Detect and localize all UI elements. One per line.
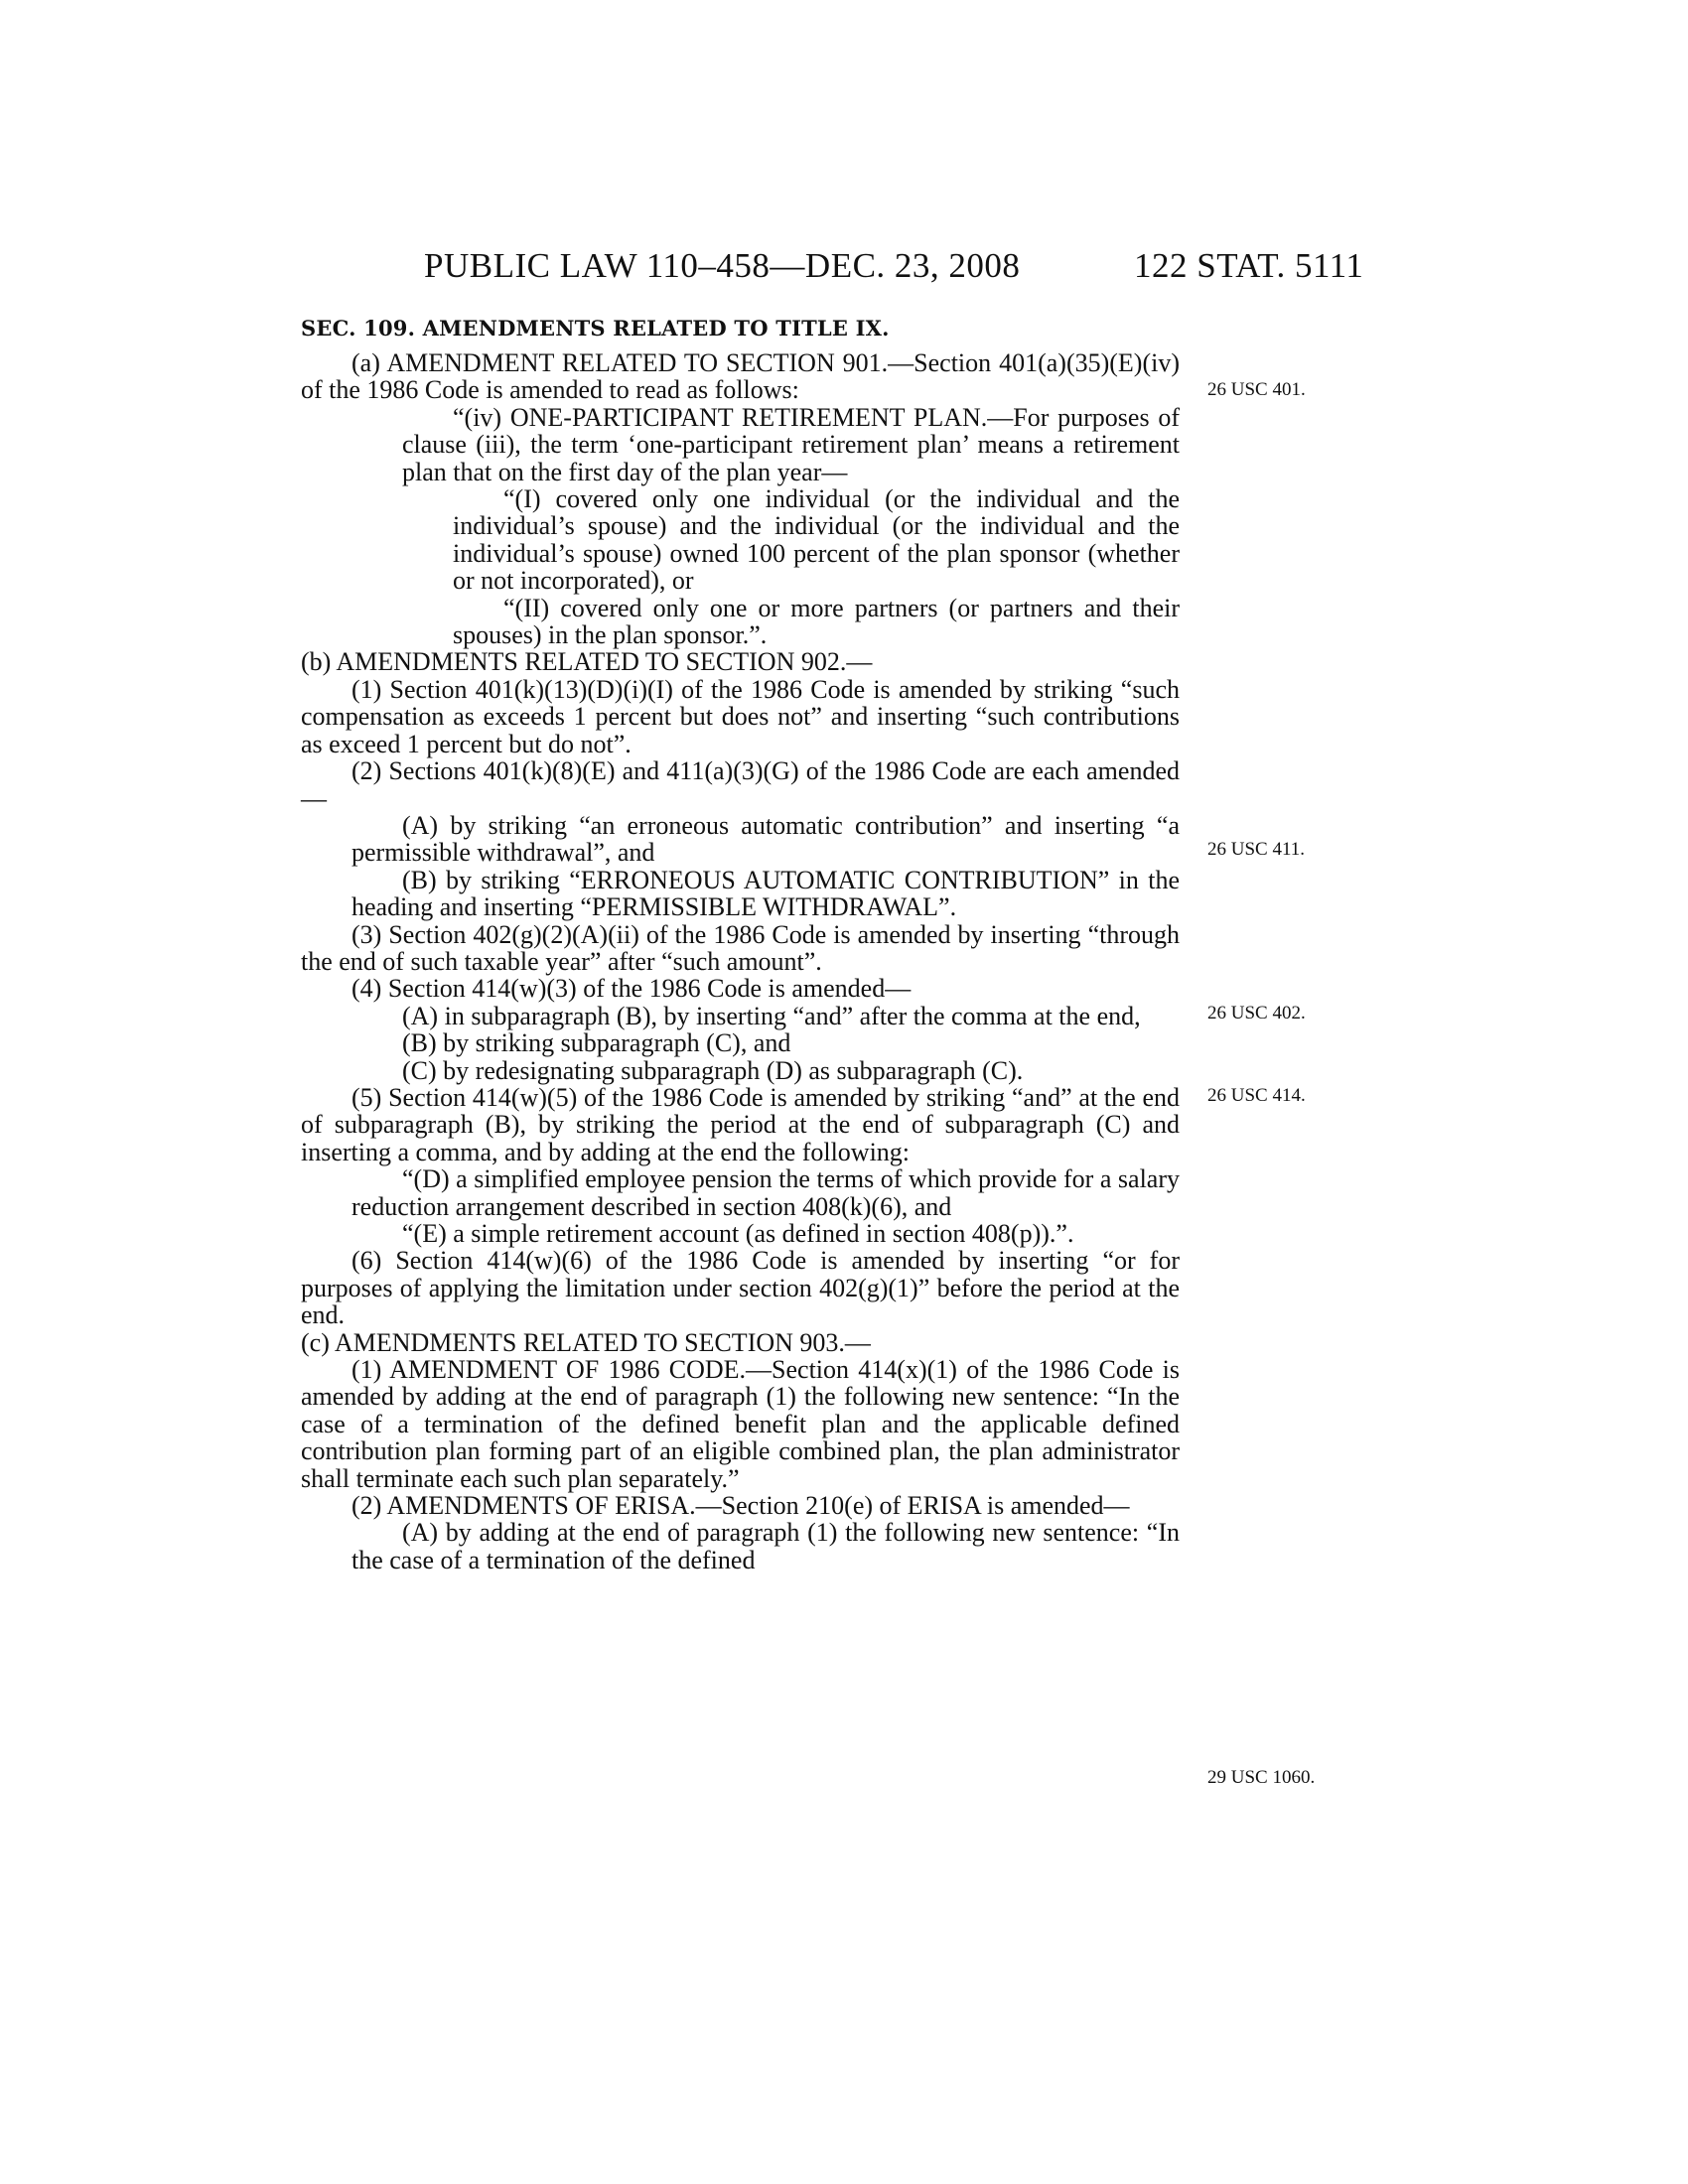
paragraph-b: (b) AMENDMENTS RELATED TO SECTION 902.— <box>301 647 873 677</box>
paragraph-c1: (1) AMENDMENT OF 1986 CODE.—Section 414(x)(1) of the 1986 Code is amended by adding at the end of paragraph (1) the following new sentence: “In the case of a termination of the defined benefit plan and the applicable defined contribution plan forming part of an eligible combined plan, the plan administrator shall terminate each such plan separately.” <box>301 1355 1180 1493</box>
paragraph-b2a: (A) by striking “an erroneous automatic contribution” and inserting “a permissible withdrawal”, and <box>352 810 1180 868</box>
subclause-ii: “(II) covered only one or more partners (or partners and their spouses) in the plan sponsor.”. <box>453 593 1180 650</box>
paragraph-c2a: (A) by adding at the end of paragraph (1) the following new sentence: “In the case of a termination of the defined <box>352 1518 1180 1574</box>
paragraph-c2: (2) AMENDMENTS OF ERISA.—Section 210(e) of ERISA is amended— <box>352 1491 1130 1521</box>
paragraph-b1: (1) Section 401(k)(13)(D)(i)(I) of the 1986 Code is amended by striking “such compensation as exceeds 1 percent but does not” and inserting “such contributions as exceed 1 percent but do not”. <box>301 674 1180 758</box>
paragraph-b4c: (C) by redesignating subparagraph (D) as subparagraph (C). <box>402 1055 1024 1085</box>
paragraph-b5e: “(E) a simple retirement account (as defined in section 408(p)).”. <box>402 1219 1074 1248</box>
paragraph-a: (a) AMENDMENT RELATED TO SECTION 901.—Section 401(a)(35)(E)(iv) of the 1986 Code is amended to read as follows: <box>301 348 1180 405</box>
paragraph-b4: (4) Section 414(w)(3) of the 1986 Code is amended— <box>352 974 912 1004</box>
document-body <box>301 349 1180 1573</box>
section-title: SEC. 109. AMENDMENTS RELATED TO TITLE IX. <box>301 316 890 341</box>
paragraph-b2b: (B) by striking “ERRONEOUS AUTOMATIC CONTRIBUTION” in the heading and inserting “PERMISSIBLE WITHDRAWAL”. <box>352 865 1180 922</box>
subclause-i: “(I) covered only one individual (or the individual and the individual’s spouse) and the individual (or the individual and the individual’s spouse) owned 100 percent of the plan sponsor (whether or not incorporated), or <box>453 484 1180 596</box>
paragraph-b5d: “(D) a simplified employee pension the terms of which provide for a salary reduction arrangement described in section 408(k)(6), and <box>352 1164 1180 1221</box>
margin-note-26usc414: 26 USC 414. <box>1207 1085 1306 1106</box>
margin-note-29usc1060: 29 USC 1060. <box>1207 1767 1316 1788</box>
margin-note-26usc411: 26 USC 411. <box>1207 839 1306 860</box>
paragraph-b5: (5) Section 414(w)(5) of the 1986 Code is amended by striking “and” at the end of subparagraph (B), by striking the period at the end of subparagraph (C) and inserting a comma, and by adding at the end the following: <box>301 1082 1180 1166</box>
paragraph-b3: (3) Section 402(g)(2)(A)(ii) of the 1986 Code is amended by inserting “through the end of such taxable year” after “such amount”. <box>301 919 1180 976</box>
paragraph-b4b: (B) by striking subparagraph (C), and <box>402 1028 791 1058</box>
paragraph-c: (c) AMENDMENTS RELATED TO SECTION 903.— <box>301 1327 871 1357</box>
paragraph-b4a: (A) in subparagraph (B), by inserting “and” after the comma at the end, <box>402 1001 1141 1030</box>
margin-note-26usc401: 26 USC 401. <box>1207 379 1306 400</box>
paragraph-b6: (6) Section 414(w)(6) of the 1986 Code is amended by inserting “or for purposes of applying the limitation under section 402(g)(1)” before the period at the end. <box>301 1246 1180 1330</box>
running-header-title: PUBLIC LAW 110–458—DEC. 23, 2008 <box>424 246 1021 285</box>
margin-note-26usc402: 26 USC 402. <box>1207 1003 1306 1024</box>
paragraph-b2: (2) Sections 401(k)(8)(E) and 411(a)(3)(G) of the 1986 Code are each amended— <box>301 756 1180 813</box>
clause-iv: “(iv) ONE-PARTICIPANT RETIREMENT PLAN.—For purposes of clause (iii), the term ‘one-participant retirement plan’ means a retirement plan that on the first day of the plan year— <box>402 402 1180 486</box>
running-header-page: 122 STAT. 5111 <box>1134 246 1364 285</box>
